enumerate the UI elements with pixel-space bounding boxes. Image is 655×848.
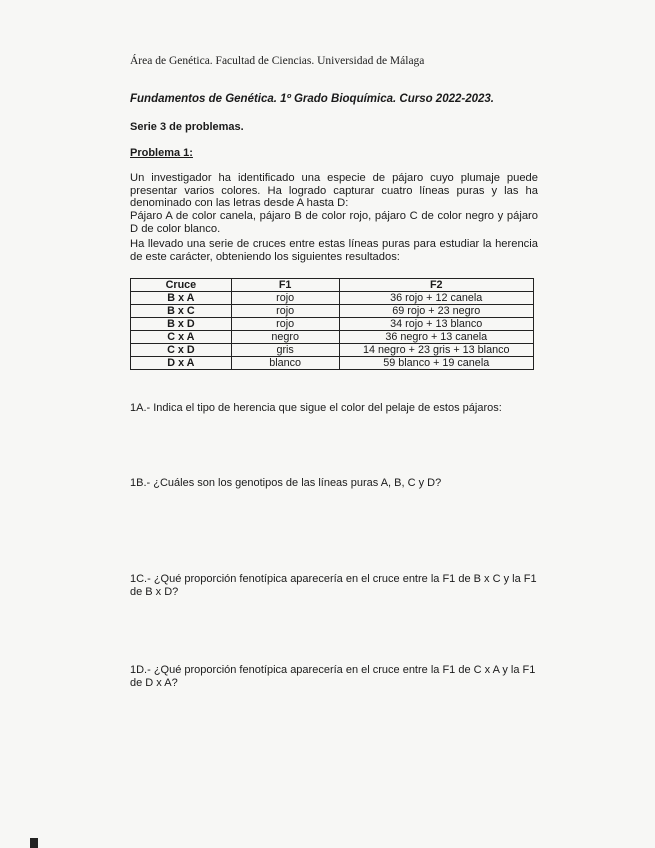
- problem-paragraph-3: Ha llevado una serie de cruces entre estas líneas puras para estudiar la herencia de este carácter, obteniendo los siguientes resultados:: [130, 238, 538, 263]
- table-header-row: [131, 279, 534, 292]
- question-1b: 1B.- ¿Cuáles son los genotipos de las líneas puras A, B, C y D?: [130, 477, 442, 489]
- cell-f2: 14 negro + 23 gris + 13 blanco: [339, 344, 533, 357]
- question-1a: 1A.- Indica el tipo de herencia que sigue el color del pelaje de estos pájaros:: [130, 402, 502, 414]
- cell-f2: 36 rojo + 12 canela: [339, 292, 533, 305]
- cell-cruce: C x D: [131, 344, 232, 357]
- cell-f2: 36 negro + 13 canela: [339, 331, 533, 344]
- cell-f1: rojo: [231, 292, 339, 305]
- table-row: [131, 305, 534, 318]
- cell-cruce: B x C: [131, 305, 232, 318]
- cell-f2: 69 rojo + 23 negro: [339, 305, 533, 318]
- table-row: [131, 331, 534, 344]
- header-f1: F1: [231, 279, 339, 292]
- cell-cruce: B x D: [131, 318, 232, 331]
- series-title: Serie 3 de problemas.: [130, 121, 244, 133]
- problem-title: Problema 1:: [130, 147, 193, 159]
- table-row: [131, 344, 534, 357]
- results-table: [130, 278, 534, 370]
- problem-paragraph-2: Pájaro A de color canela, pájaro B de color rojo, pájaro C de color negro y pájaro D de color blanco.: [130, 210, 538, 235]
- cell-f1: rojo: [231, 318, 339, 331]
- cell-f2: 59 blanco + 19 canela: [339, 357, 533, 370]
- table-row: [131, 318, 534, 331]
- cell-cruce: C x A: [131, 331, 232, 344]
- cell-cruce: B x A: [131, 292, 232, 305]
- institution-header: Área de Genética. Facultad de Ciencias. Universidad de Málaga: [130, 55, 425, 67]
- problem-paragraph-1: Un investigador ha identificado una especie de pájaro cuyo plumaje puede presentar varios colores. Ha logrado capturar cuatro líneas puras y las ha denominado con las letras desde A hasta D:: [130, 172, 538, 209]
- cell-cruce: D x A: [131, 357, 232, 370]
- header-cruce: Cruce: [131, 279, 232, 292]
- question-1d: 1D.- ¿Qué proporción fenotípica aparecería en el cruce entre la F1 de C x A y la F1 de D x A?: [130, 664, 536, 689]
- course-title: Fundamentos de Genética. 1º Grado Bioquímica. Curso 2022-2023.: [130, 93, 495, 105]
- cell-f1: negro: [231, 331, 339, 344]
- cell-f1: gris: [231, 344, 339, 357]
- table-row: [131, 357, 534, 370]
- table-row: [131, 292, 534, 305]
- question-1c: 1C.- ¿Qué proporción fenotípica aparecería en el cruce entre la F1 de B x C y la F1 de B x D?: [130, 573, 537, 598]
- header-f2: F2: [339, 279, 533, 292]
- cell-f2: 34 rojo + 13 blanco: [339, 318, 533, 331]
- scan-corner-mark: [30, 838, 38, 848]
- cell-f1: blanco: [231, 357, 339, 370]
- cell-f1: rojo: [231, 305, 339, 318]
